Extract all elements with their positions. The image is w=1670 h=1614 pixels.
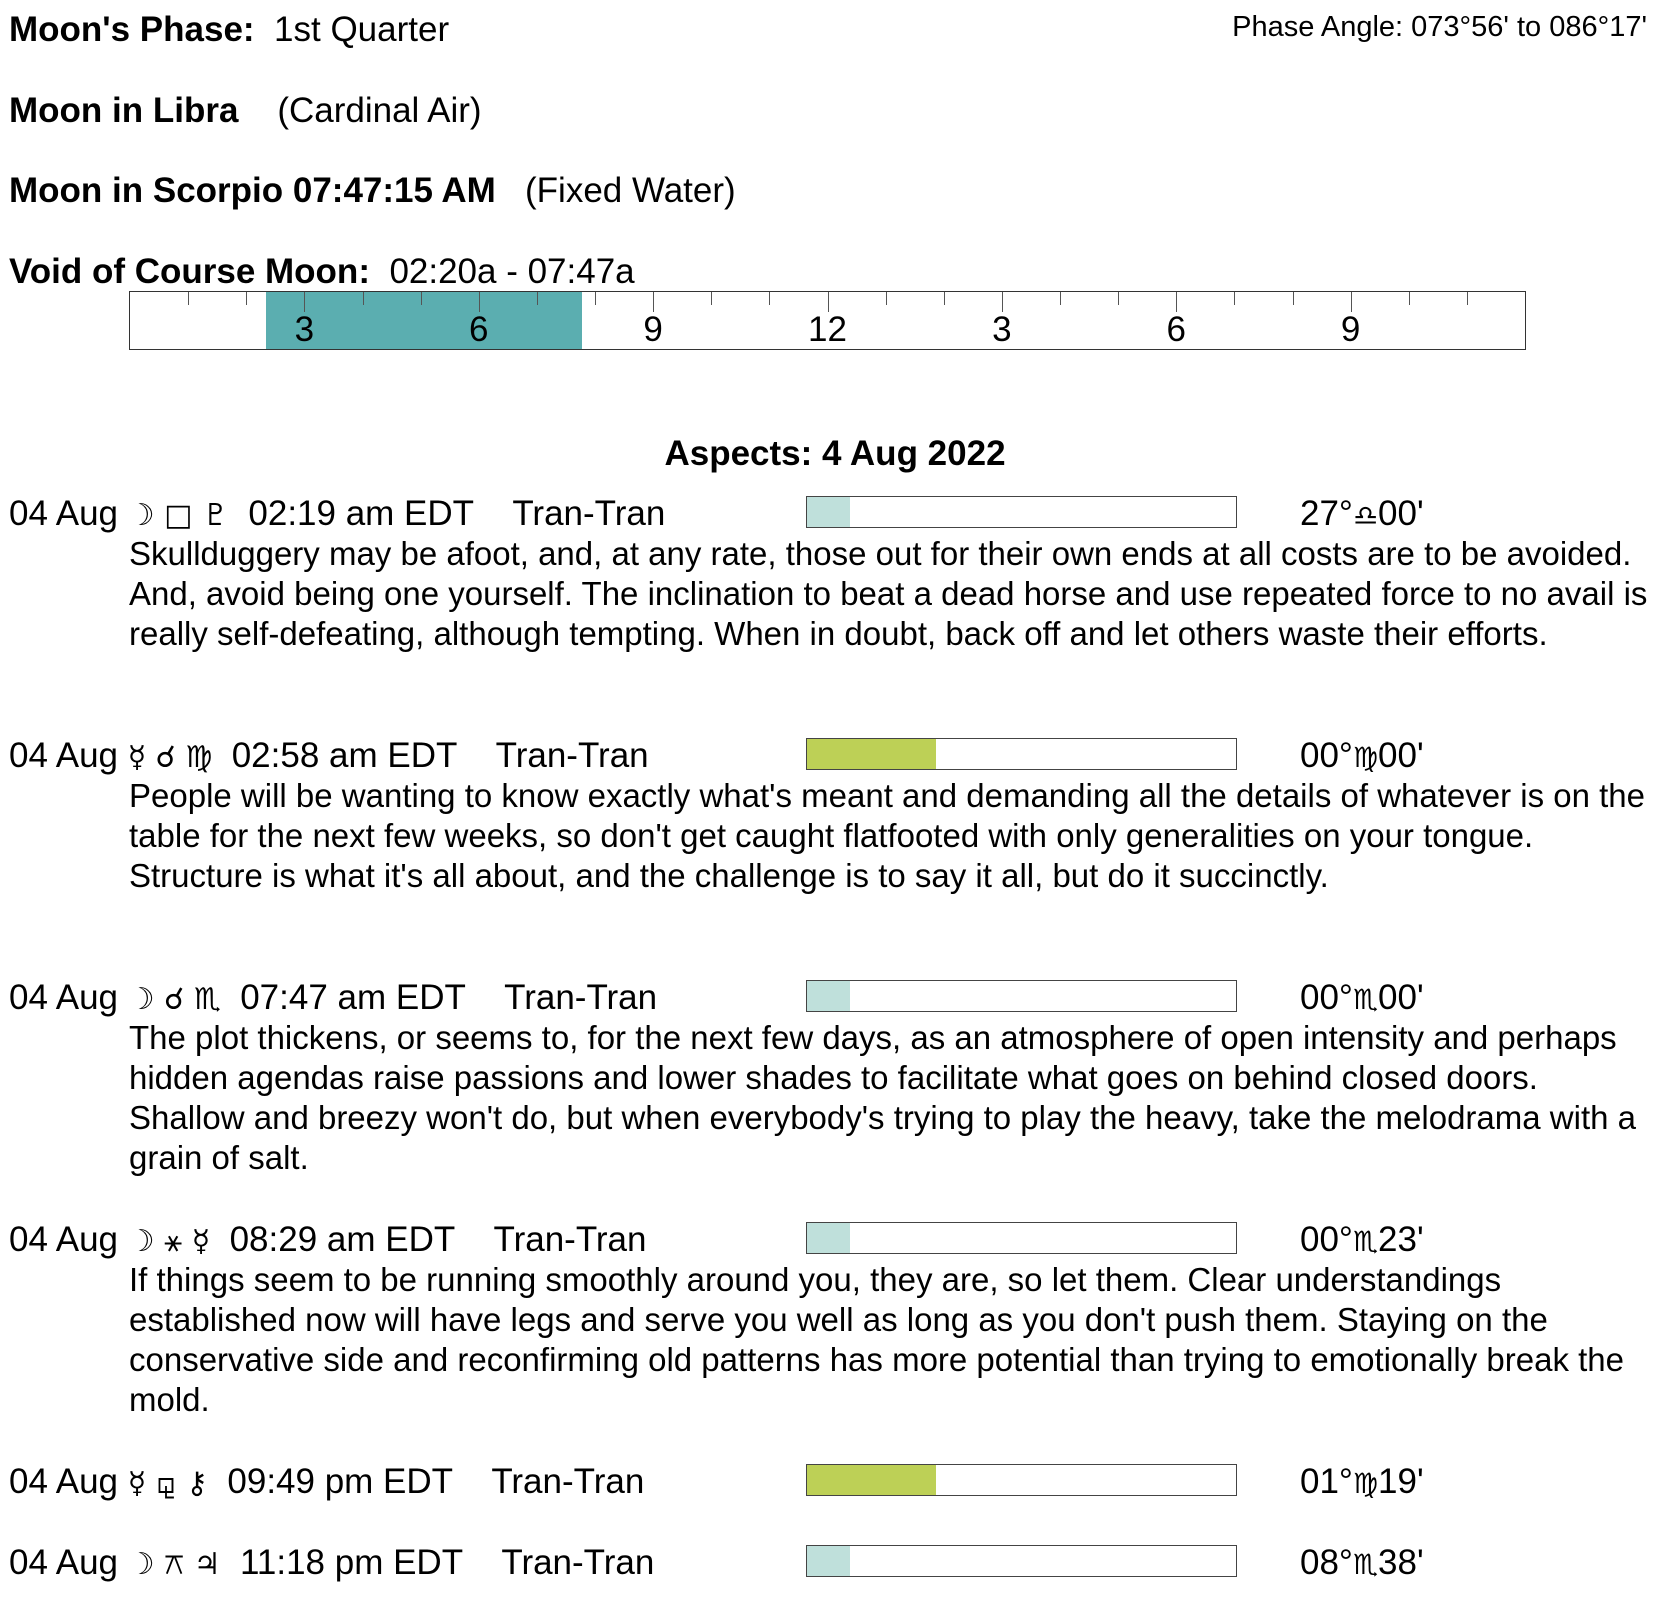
zodiac-sign-icon: ♎ bbox=[1352, 499, 1379, 532]
moon-phase-label: Moon's Phase: bbox=[9, 10, 255, 49]
minute-value: 00' bbox=[1378, 978, 1424, 1017]
degree-value: 27° bbox=[1300, 494, 1353, 533]
aspect-row-header bbox=[9, 978, 657, 1020]
degree-value: 08° bbox=[1300, 1543, 1353, 1582]
hour-label: 3 bbox=[294, 310, 315, 349]
moon-sign-2 bbox=[9, 171, 736, 211]
aspect-degree bbox=[1300, 1543, 1424, 1585]
aspect-degree bbox=[1300, 494, 1424, 536]
hour-tick bbox=[1176, 292, 1177, 312]
aspect-row-header bbox=[9, 1220, 647, 1262]
hour-tick bbox=[479, 292, 480, 312]
aspect-description: Skullduggery may be afoot, and, at any rate, those out for their own ends at all costs are to be avoided. And, avoid being one yourself. The inclination to beat a dead horse and use repeated force to no avail is really self-defeating, although tempting. When in doubt, back off and let others waste their efforts. bbox=[129, 535, 1648, 652]
hour-tick bbox=[711, 292, 712, 305]
hour-tick bbox=[1409, 292, 1410, 305]
aspect-glyphs-icon: ☿ ☌ ♍ bbox=[127, 740, 213, 775]
minute-value: 00' bbox=[1378, 736, 1424, 775]
aspect-type: Tran-Tran bbox=[493, 1220, 647, 1259]
hour-tick bbox=[246, 292, 247, 305]
hour-tick bbox=[944, 292, 945, 305]
void-of-course bbox=[9, 252, 635, 292]
aspect-strength-fill bbox=[807, 497, 850, 527]
hour-tick bbox=[653, 292, 654, 312]
hour-label: 3 bbox=[992, 310, 1012, 349]
aspect-strength-bar bbox=[806, 1222, 1237, 1254]
aspect-strength-bar bbox=[806, 738, 1237, 770]
degree-value: 00° bbox=[1300, 978, 1353, 1017]
aspect-type: Tran-Tran bbox=[504, 978, 658, 1017]
hour-label: 12 bbox=[808, 310, 847, 349]
zodiac-sign-icon: ♏ bbox=[1352, 1548, 1379, 1581]
hour-tick bbox=[1467, 292, 1468, 305]
hour-tick bbox=[828, 292, 829, 312]
minute-value: 00' bbox=[1378, 494, 1424, 533]
moon-sign-2-label: Moon in Scorpio 07:47:15 AM bbox=[9, 171, 496, 210]
aspect-glyphs-icon: ☽ ⚻ ♃ bbox=[127, 1547, 221, 1582]
aspect-description: The plot thickens, or seems to, for the next few days, as an atmosphere of open intensity and perhaps hidden agendas raise passions and lower shades to facilitate what goes on behind closed doors. Shallow and breezy won't do, but when everybody's trying to play the heavy, take the melodrama with a grain of salt. bbox=[129, 1019, 1636, 1176]
aspect-date: 04 Aug bbox=[9, 1543, 118, 1582]
moon-sign-1-element: (Cardinal Air) bbox=[277, 91, 482, 130]
aspect-type: Tran-Tran bbox=[512, 494, 666, 533]
moon-sign-1-label: Moon in Libra bbox=[9, 91, 239, 130]
hour-tick bbox=[1060, 292, 1061, 305]
aspect-strength-bar bbox=[806, 1545, 1237, 1577]
hour-tick bbox=[421, 292, 422, 305]
hour-tick bbox=[769, 292, 770, 305]
aspect-date: 04 Aug bbox=[9, 736, 118, 775]
aspect-glyphs-icon: ☿ ⚼ ⚷ bbox=[127, 1466, 208, 1501]
aspect-date: 04 Aug bbox=[9, 1220, 118, 1259]
hour-tick bbox=[188, 292, 189, 305]
hour-tick bbox=[537, 292, 538, 305]
zodiac-sign-icon: ♏ bbox=[1352, 1225, 1379, 1258]
aspect-time: 02:19 am EDT bbox=[248, 494, 475, 533]
aspect-description: If things seem to be running smoothly around you, they are, so let them. Clear understandings established now will have legs and serve you well as long as you don't push them. Staying on the conservative side and reconfirming old patterns has more potential than trying to emotionally break the mold. bbox=[129, 1261, 1624, 1418]
aspect-row-header bbox=[9, 1462, 644, 1504]
aspect-type: Tran-Tran bbox=[495, 736, 649, 775]
aspect-type: Tran-Tran bbox=[491, 1462, 645, 1501]
hour-tick bbox=[1118, 292, 1119, 305]
aspect-time: 09:49 pm EDT bbox=[227, 1462, 454, 1501]
aspect-glyphs-icon: ☽ ⚹ ☿ bbox=[127, 1224, 211, 1259]
minute-value: 19' bbox=[1378, 1462, 1424, 1501]
zodiac-sign-icon: ♍ bbox=[1352, 1467, 1379, 1500]
degree-value: 01° bbox=[1300, 1462, 1353, 1501]
hour-tick bbox=[595, 292, 596, 305]
hour-label: 9 bbox=[643, 310, 663, 349]
zodiac-sign-icon: ♏ bbox=[1352, 983, 1379, 1016]
hour-tick bbox=[1351, 292, 1352, 312]
hour-tick bbox=[304, 292, 305, 312]
moon-phase bbox=[9, 10, 449, 50]
hour-tick bbox=[363, 292, 364, 305]
aspect-description: People will be wanting to know exactly what's meant and demanding all the details of whatever is on the table for the next few weeks, so don't get caught flatfooted with only generalities on your tongue. Structure is what it's all about, and the challenge is to say it all, but do it succinctly. bbox=[129, 777, 1646, 894]
aspect-degree bbox=[1300, 1462, 1424, 1504]
voc-timeline bbox=[129, 291, 1526, 350]
minute-value: 23' bbox=[1378, 1220, 1424, 1259]
degree-value: 00° bbox=[1300, 736, 1353, 775]
aspect-strength-fill bbox=[807, 1465, 936, 1495]
aspect-glyphs-icon: ☽ □ ♇ bbox=[127, 498, 229, 533]
aspect-strength-bar bbox=[806, 496, 1237, 528]
aspect-time: 07:47 am EDT bbox=[240, 978, 466, 1017]
aspect-degree bbox=[1300, 736, 1424, 778]
phase-angle: Phase Angle: 073°56' to 086°17' bbox=[1232, 11, 1647, 43]
aspect-date: 04 Aug bbox=[9, 1462, 118, 1501]
aspect-glyphs-icon: ☽ ☌ ♏ bbox=[127, 982, 221, 1017]
hour-tick bbox=[1293, 292, 1294, 305]
hour-tick bbox=[886, 292, 887, 305]
aspects-title: Aspects: 4 Aug 2022 bbox=[664, 434, 1006, 473]
hour-tick bbox=[1234, 292, 1235, 305]
aspect-date: 04 Aug bbox=[9, 978, 118, 1017]
aspect-degree bbox=[1300, 978, 1424, 1020]
hour-label: 9 bbox=[1340, 310, 1361, 349]
hour-tick bbox=[1002, 292, 1003, 312]
aspect-strength-bar bbox=[806, 980, 1237, 1012]
hour-label: 6 bbox=[1166, 310, 1186, 349]
voc-label: Void of Course Moon: bbox=[9, 252, 370, 291]
aspect-row-header bbox=[9, 1543, 654, 1585]
minute-value: 38' bbox=[1378, 1543, 1424, 1582]
aspect-row-header bbox=[9, 494, 665, 536]
aspect-degree bbox=[1300, 1220, 1424, 1262]
hour-label: 6 bbox=[469, 310, 489, 349]
aspect-type: Tran-Tran bbox=[501, 1543, 655, 1582]
aspect-strength-fill bbox=[807, 1546, 850, 1576]
aspect-strength-bar bbox=[806, 1464, 1237, 1496]
degree-value: 00° bbox=[1300, 1220, 1353, 1259]
voc-value: 02:20a - 07:47a bbox=[389, 252, 635, 291]
zodiac-sign-icon: ♍ bbox=[1352, 741, 1379, 774]
aspect-time: 02:58 am EDT bbox=[231, 736, 458, 775]
moon-sign-2-element: (Fixed Water) bbox=[525, 171, 736, 210]
moon-sign-1 bbox=[9, 91, 482, 131]
aspect-strength-fill bbox=[807, 981, 850, 1011]
aspect-strength-fill bbox=[807, 1223, 850, 1253]
aspect-row-header bbox=[9, 736, 649, 778]
aspect-time: 08:29 am EDT bbox=[229, 1220, 456, 1259]
aspect-date: 04 Aug bbox=[9, 494, 118, 533]
moon-phase-value: 1st Quarter bbox=[274, 10, 450, 49]
aspect-time: 11:18 pm EDT bbox=[240, 1543, 464, 1582]
aspect-strength-fill bbox=[807, 739, 936, 769]
